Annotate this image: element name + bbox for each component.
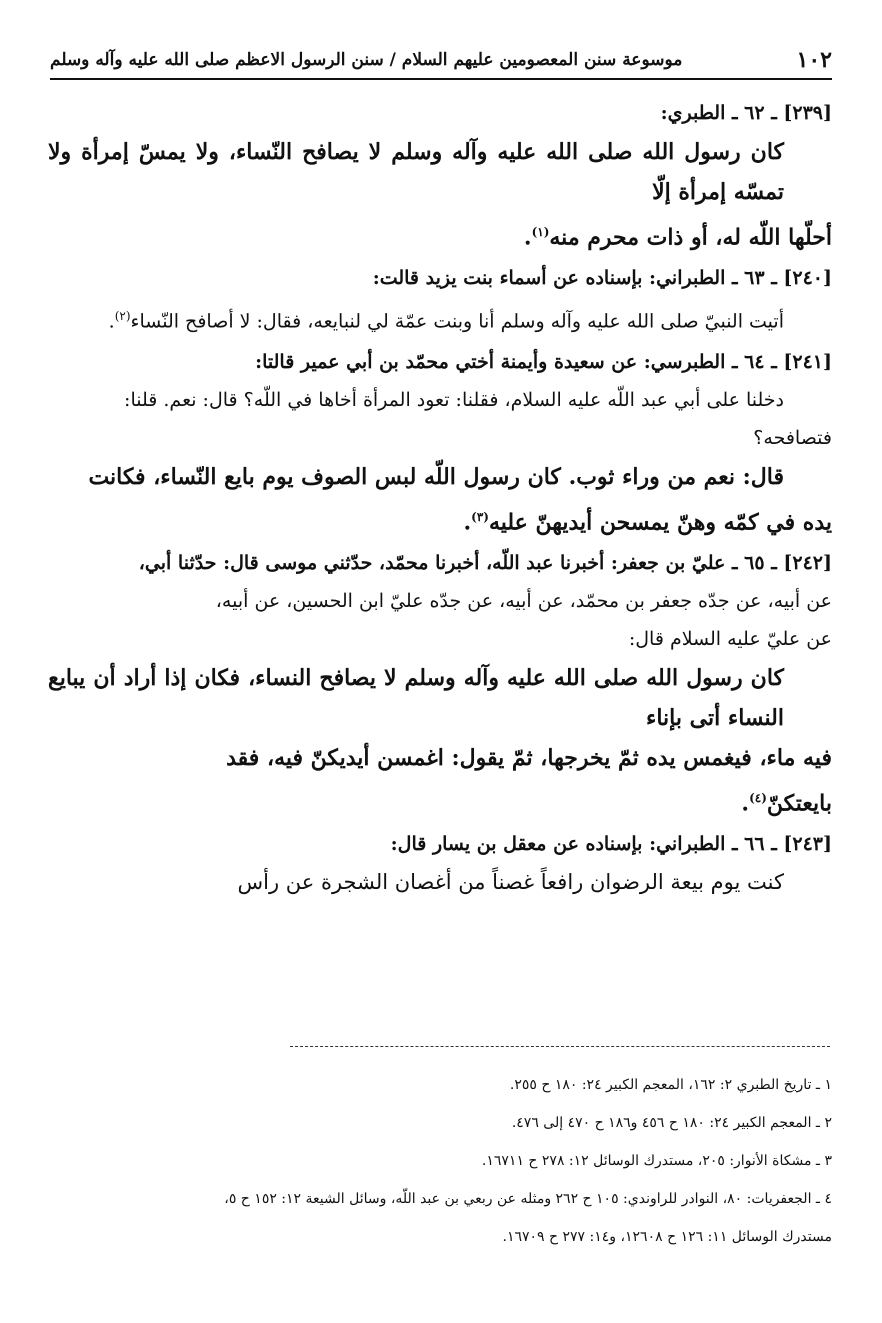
page-body [48,92,832,901]
isnad-line: عن عليّ عليه السلام قال: [628,627,832,650]
footnote-ref[interactable]: (٢) [114,309,131,324]
quote-line: كان رسول الله صلى الله عليه وآله وسلم لا يصافح النساء، فكان إذا أراد أن يبايع النساء أتى بإناء [48,664,784,731]
quote-line: أحلّها اللّه له، أو ذات محرم منه$^{(١)}$. [523,224,832,251]
entry-heading: [٢٤٣] ـ ٦٦ ـ الطبراني: بإسناده عن معقل بن يسار قال: [390,833,832,856]
footnote-ref[interactable]: (٣) [471,509,489,524]
footnote-item: ٤ ـ الجعفريات: ٨٠، النوادر للراوندي: ١٠٥ ح ٢٦٢ ومثله عن ربعي بن عبد اللّه، وسائل الشيعة ١٢: ١٥٢ ح ٥، [224,1191,832,1207]
footnote-item: مستدرك الوسائل ١١: ١٢٦ ح ١٢٦٠٨، و١٤: ٢٧٧ ح ١٦٧٠٩. [502,1229,832,1245]
narration-line: فتصافحه؟ [753,426,832,449]
entry-heading: [٢٤١] ـ ٦٤ ـ الطبرسي: عن سعيدة وأيمنة أختي محمّد بن أبي عمير قالتا: [255,350,832,373]
quote-line: كان رسول الله صلى الله عليه وآله وسلم لا يصافح النّساء، ولا يمسّ إمرأة ولا تمسّه إمرأة إلّا [48,139,784,205]
footnote-ref[interactable]: (١) [531,225,550,239]
footnotes [48,1066,832,1256]
quote-line: فيه ماء، فيغمس يده ثمّ يخرجها، ثمّ يقول: اغمسن أيديكنّ فيه، فقد [226,744,832,771]
footnote-item: ١ ـ تاريخ الطبري ٢: ١٦٢، المعجم الكبير ٢٤: ١٨٠ ح ٢٥٥. [509,1077,832,1093]
quote-line: قال: نعم من وراء ثوب. كان رسول اللّه لبس الصوف يوم بايع النّساء، فكانت [88,463,784,490]
entry-heading: [٢٤٠] ـ ٦٣ ـ الطبراني: بإسناده عن أسماء بنت يزيد قالت: [372,267,832,290]
narration-line: كنت يوم بيعة الرضوان رافعاً غصناً من أغصان الشجرة عن رأس [237,870,784,895]
isnad-line: عن أبيه، عن جدّه جعفر بن محمّد، عن أبيه، عن جدّه عليّ ابن الحسين، عن أبيه، [215,589,832,612]
page-number: ١٠٢ [796,47,832,73]
quote-line: يده في كمّه وهنّ يمسحن أيديهنّ عليه$^{(٣)}$. [463,508,832,535]
narration-line: أتيت النبيّ صلى الله عليه وآله وسلم أنا وبنت عمّة لي لنبايعه، فقال: لا أصافح النّساء$^{(٢)}$. [108,309,784,333]
running-title: موسوعة سنن المعصومين عليهم السلام / سنن الرسول الاعظم صلى الله عليه وآله وسلم [50,50,683,70]
footnote-item: ٣ ـ مشكاة الأنوار: ٢٠٥، مستدرك الوسائل ١٢: ٢٧٨ ح ١٦٧١١. [481,1153,832,1169]
footnote-item: ٢ ـ المعجم الكبير ٢٤: ١٨٠ ح ٤٥٦ و١٨٦ ح ٤٧٠ إلى ٤٧٦. [511,1115,832,1131]
quote-line: بايعتكنّ$^{(٤)}$. [741,790,832,817]
page-header [50,42,832,80]
narration-line: دخلنا على أبي عبد اللّه عليه السلام، فقلنا: تعود المرأة أخاها في اللّه؟ قال: نعم. قلنا: [124,388,784,411]
entry-heading: [٢٣٩] ـ ٦٢ ـ الطبري: [660,102,832,124]
footnote-separator [290,1046,830,1047]
entry-heading: [٢٤٢] ـ ٦٥ ـ عليّ بن جعفر: أخبرنا عبد اللّه، أخبرنا محمّد، حدّثني موسى قال: حدّثنا أبي، [138,551,832,574]
footnote-ref[interactable]: (٤) [749,790,767,805]
